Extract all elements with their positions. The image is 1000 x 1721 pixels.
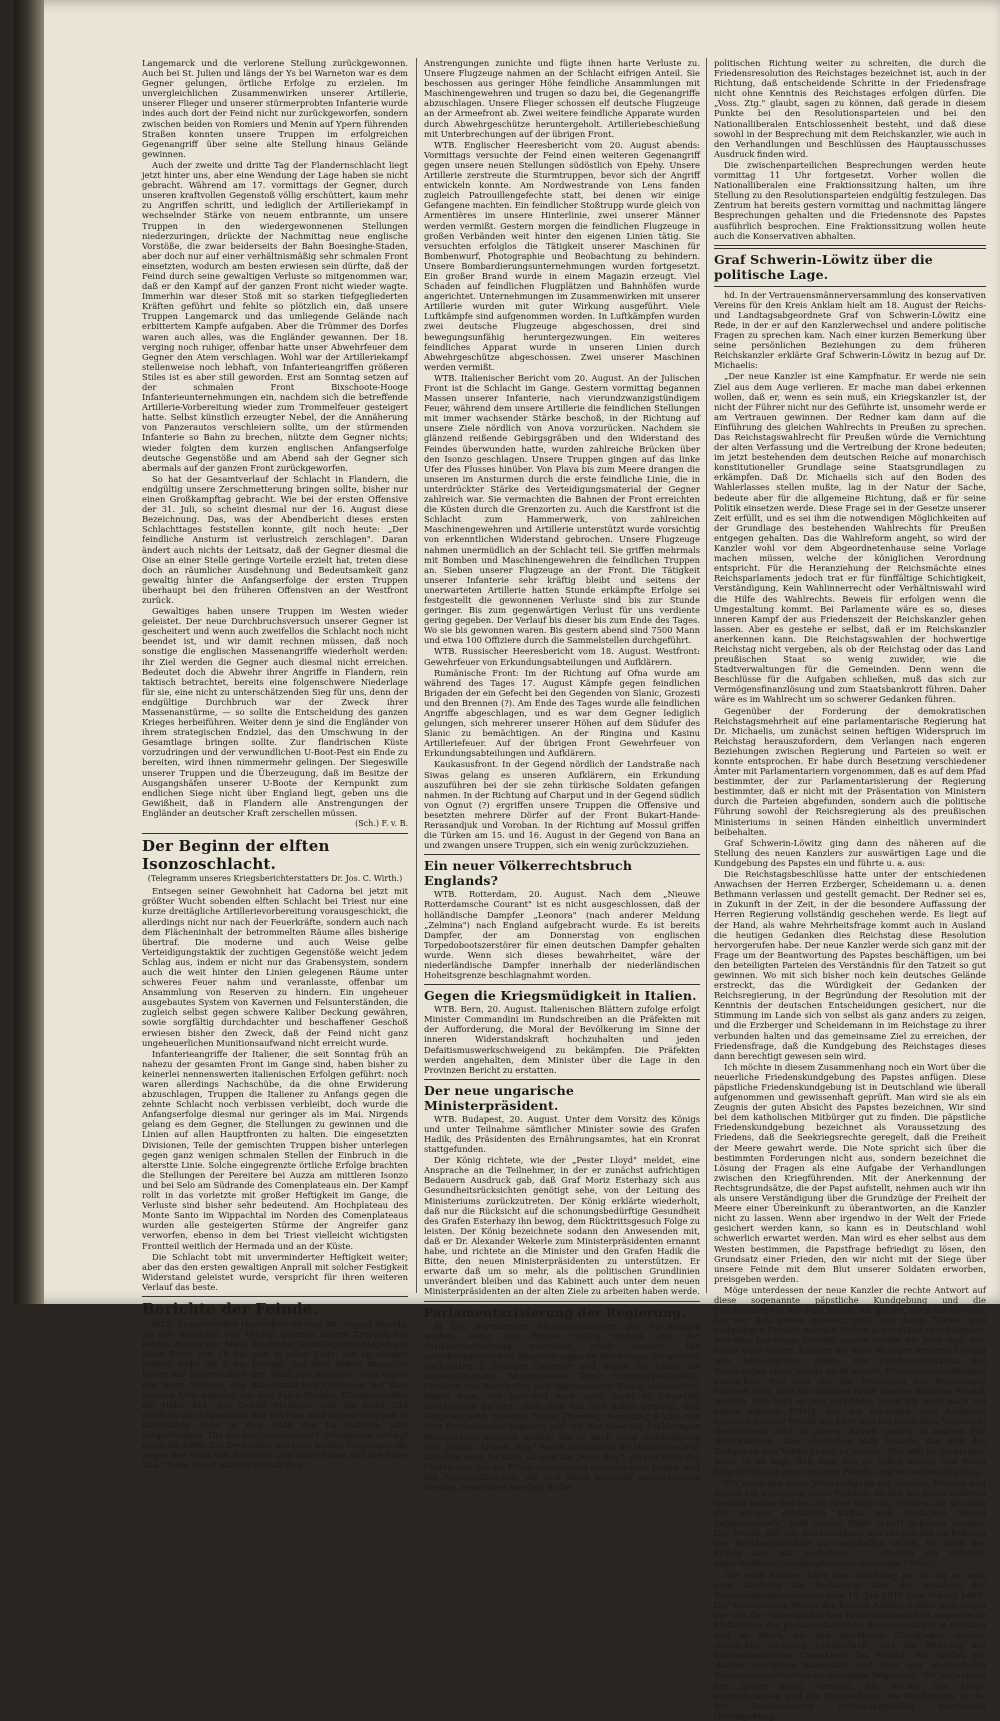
divider <box>142 1296 408 1297</box>
article-ungarn-p1: WTB. Budapest, 20. August. Unter dem Vorsitz des Königs und unter Teilnahme sämtlicher Minister sowie des Grafen Hadik, des Präsidenten des Ernährungsamtes, hat ein Kronrat stattgefunden. <box>424 1113 700 1155</box>
column-rule <box>706 58 707 1293</box>
article-voelkerrecht-p1: WTB. Rotterdam, 20. August. Nach dem „Nieuwe Rotterdamsche Courant" ist es nicht ausgeschlossen, daß der holländische Dampfer „Leonora" (nach anderer Meldung „Zelmina") nach England aufgebracht wurde. Es ist bereits Dampfer, der am Donnerstag von englischen Torpedobootszerstörer für einen deutschen Dampfer gehalten wurde. Wenn sich dieses bewahrheitet, wäre der niederländische Dampfer innerhalb der niederländischen Hoheitsgrenze beschlagnahmt worden. <box>424 889 700 981</box>
article-feinde-p7: Kaukasusfront. In der Gegend nördlich der Landstraße nach Siwas gelang es unseren Aufklärern, ein Erkundung auszuführen bei der sie zehn türkische Soldaten gefangen nahmen. In der Richtung auf Charput und in der Gegend südlich von Ognut (?) ergriffen unsere Truppen die Offensive und besetzten mehrere Dörfer auf der Front Bukart-Hande-Rerasandjuk und Voroban. In der Richtung auf Mossul griffen die Türken am 15. und 16. August in der Gegend von Bana an und zwangen unsere Truppen, sich ein wenig zurückzuziehen. <box>424 759 700 851</box>
article-isonzo-p1: Entsegen seiner Gewohnheit hat Cadorna bei jetzt mit größter Wucht sobenden elften Schlacht bei Triest nur eine kurze dreitägliche Artillerievorbereitung vorausgeschickt, die allerdings nicht nur nach der Feuerkräfte, sondern auch nach dem Flächeninhalt der betrommelten Räume alles bisherige übertraf. Die moderne und auch Weise gelbe Verteidigungstaktik der zuchtigen Gegenstöße weicht jedem Schlag aus, indem er nicht nur das Grabensystem, sondern auch die weit hinter den Linien gelegenen Räume unter schweres Feuer nahm und veranlasste, offenbar um Ansammlung von Reserven zu hindern. Ein ungeheuer ausgebautes System von Kavernen und Felsunterständen, die zugleich selbst gegen schwere Kaliber Deckung gewähren, sowie sorgfältig durchdachter und beschaffener Geschoß erwiesen bisher den Zweck, daß der Feind nicht ganz ungeheuerlichen Munitionsaufwand nicht erreicht wurde. <box>142 886 408 1048</box>
column-2 <box>424 58 700 1492</box>
article-italien-p1: WTB. Bern, 20. August. Italienischen Blättern zufolge erfolgt Minister Commandini im Rundschreiben an die Präfekten mit der Aufforderung, die Moral der Bevölkerung im Sinne der inneren Widerstandskraft hochzuhalten und jeden Defaitismuswerkschweigend zu bekämpfen. Die Präfekten werden angehalten, dem Minister über die Lage in den Provinzen Bericht zu erstatten. <box>424 1004 700 1075</box>
article-schwerin-p3: Gegenüber der Forderung der demokratischen Reichstagsmehrheit auf eine parlamentarische Regierung hat Dr. Michaelis, um zunächst seinen heftigen Widerspruch im Reichstag herauszufordern, dem Verlangen nach engeren Beziehungen zwischen Regierung und Parteien so weit er konnte entsprochen. Er habe durch Besetzung verschiedener Ämter mit Parlamentariern vorgenommen, daß es auf dem Pfad bestimmter, der zur Parlamentarisierung der Regierung bestimmter, daß er nicht mit der Präsentation von Ministern durch die Parteien abgefunden, sondern auch die politische Führung sowohl der Reichsregierung als des preußischen Ministeriums in seinen Händen einheitlich unvermindert beibehalten. <box>714 705 986 837</box>
article-isonzo-p2: Infanterieangriffe der Italiener, die seit Sonntag früh an nahezu der gesamten Front im Gange sind, haben bisher zu keinerlei nennenswerten italienischen Erfolgen geführt: noch waren allerdings Nachschübe, da die ohne Erwiderung abzuschlagen, Truppen die Italiener zu Anfangs gegen die zehnte Schlacht noch verbissen verbleibt, doch wurde die Anfangserfolge diesmal nur geringer als im Mai. Nirgends gelang es dem Gegner, die Stellungen zu gewinnen und die Linien auf allen Hauptfronten zu halten. Die eingesetzten Divisionen, Teile der gemischten Truppen bisher unterlegen gegen ganz wenigen schmalen Stellen der Einbruch in die alterstte Linie. Solche eingegrenzte örtliche Erfolge brachten die Stellungen der Pereitere bei Auzza am mittleren Isonzo und bei Selo am Südrande des Comenplateaus ein. Der Kampf rollt in das vorletzte mit großer Heftigkeit im Gange, die Verluste sind bisher sehr bedeutend. Am Hochplateau des Monte Santo im Wippachtal im Norden des Comenplateaus wurden alle gesteigerten Stürme der Angreifer ganz verworfen, ebenso in dem bei Triest vielleicht wichtigsten Frontteil weitlich der Hermada und an der Küste. <box>142 1048 408 1251</box>
column-3 <box>714 58 986 1721</box>
article-signature: (Sch.) F. v. B. <box>355 819 408 829</box>
headline-feinde: Berichte der Feinde. <box>142 1299 318 1318</box>
article-parlamentarisierung-p1: §§ Die sogenannten Mehrheitsparteien des Reichstages wollen, wenn wie Presse richtig meldet, mit der Parlamentarisierung energisch ernst machen. Die zwischenparteilichen Besprechungen im Reichstage, die gestern nachmittag 2 Stunden dauerten und denen als Gäste die nationalliberalen Abgeordneten Prinz Schönaich-Carolath, Freiherr von Richthofen und Abgeordneter Zunck beiwohnten, haben zwar, wie berichtet wird, noch nicht zu formellen Beschlüssen geführt, aber man hat sich dahin geeinigt, daß Vertreter jeder Fraktion heute, Dienstag, vormittag 9 Uhr sich zum Reichskanzler begeben und mit ihm über die Erklärungen Rücksprache nehmen wollen, die er nach einer Ankündigung der „Nordd. Allgem. Ztg." heute nachmittag im Hauptausschuß abgeben wird. Es kann, so sagt die „Voss. Ztg.", als der Wille der Fraktionen, die die Friedensresolution unterzeichnet haben, und der Nationalliberalen, die sich ihnen nunmehr angeschlossen werden, bezeichnet werden, in der <box>424 1320 700 1492</box>
article-schwerin-p9: Der neue Kanzler habe dem Reichstag an, in der es nach dem Ausdruck des Bedauerns über die Annahme der Verständigungsresolution vom 19. Juli 1917 zum Schluß heißt: Der Konservative Verein des Kreises Anklam erklärt sich gegen die von der augenblicklichen Reichstagsmehrheit angestrebte Einführung der parlamentarischen Regierungsform in Preußen und im Reich, die den bewährten Grundlagen unserer staatlichen Ordnung zuwiderläuft, und die Wahrung des bundesstaatlichen Charakters des Reichs. Wir wollen ein starkes deutsches Kaisertum und eine von wechselnden Parlamentsmehrheiten unabhängige Regierung. Wir verwahren uns gegen jeden Versuch, die Rechte der Krone einzuschränken und die Einmischung des Reichstages in die der Bundesstaaten verfassungsmäßig zustehende Gesetzgebung. <box>714 1569 986 1721</box>
divider <box>714 245 986 249</box>
article-feinde-p1: WTB. Französischer Heeresbericht vom 20. August abends. An der Nordfront von Verdun nahmen unsere Truppen auf beiden Seiten der Maas feindliche Verteidigungsanlagen auf einer Front von 18 km und in einer Tiefe, die an einigen Stellen mehr als 2 km beträgt. Auf dem linken Maasufer haben wir insbesondere den Wald von Avocourt, zwei Gipfel des Toten Mannes, den Rabenwald und Cumieres. Auf dem rechten Ufer nahmen wir den Talou-Rücken, Champneuville, die Höhe 344, das Gehöft Mormont und die Höhe 240 nördlich von Louvemont. Für Rechten sind unsere Truppen in Gehdistanz ohne in den Wald von La Cabume weit vorgedrungen. Die bis her unvermindert gefangenen beträgt mehr als 4000. Die Deutschen machten heftige Gegenangriffe gegen den Wald von Avocourt, den Toten Mann und die Höhe 344. Unser Feuer machte überall ihre <box>142 1318 408 1471</box>
divider <box>424 1079 700 1080</box>
column-rule <box>416 58 417 1293</box>
article-flandern-p2: Auch der zweite und dritte Tag der Flandernschlacht liegt jetzt hinter uns, aber eine Wendung der Lage haben sie nicht gebracht. Während am 17. vormittags der Gegner, durch unseren kraftvollen Gegenstoß völlig erschüttert, kaum mehr zu Angriffen schritt, und lediglich der Artilleriekampf in wechselnder Stärke von neuem entbrannte, um unsere Truppen in den wiedergewonnenen Stellungen niederzuringen, drückte der Nachmittag neue englische Vorstöße, die zwar beiderseits der Bahn Boesinghe-Staden, aber doch nur auf einer verhältnismäßig sehr schmalen Front einsetzten, wodurch am besten erwiesen sein dürfte, daß der Feind durch seine gewaltigen Verluste so mitgenommen war, daß er den Kampf auf der ganzen Front nicht wieder wagte. Immerhin war dieser Stoß mit so starken tiefgegliederten Kräften geführt und fehlte so plötzlich ein, daß unsere Truppen Langemarck und das umliegende Gelände nach erbittertem Kampfe aufgaben. Aber die Trümmer des Dorfes waren auch alles, was die Engländer gewannen. Der 18. verging noch ruhiger, offenbar hatte unser Abwehrfeuer dem Gegner den Atem verschlagen. Wohl war der Artilleriekampf stellenweise noch lebhaft, von Infanterieangriffen größeren Stiles ist es aber still geworden. Erst am Sonntag setzen auf der schmalen Front Bixschoote-Hooge Infanterieunternehmungen ein, nachdem sich die betreffende Artillerie-Vorbereitung wieder zum Trommelfeuer gesteigert hatte. Selbst künstlich erzeugter Nebel, der die Annäherung von Panzerautos verschleiern sollte, um der stürmenden Infanterie so Bahn zu brechen, nützte dem Gegner nichts; wieder folgten dem kurzen englischen Anfangserfolge deutsche Gegenstöße und am Abend sah der Gegner sich abermals auf der ganzen Front zurückgeworfen. <box>142 159 408 473</box>
article-feinde-p4: WTB. Italienischer Bericht vom 20. August. An der Julischen Front ist die Schlacht im Gange. Gestern vormittag begannen Massen unserer Infanterie, nach vierundzwanzigstündigem Feuer, während dem unsere Artillerie die feindlichen Stellungen mit immer wachsender Stärke beschoß, in der Richtung auf unsere Ziele nördlich von Anova vorzurücken. Nachdem sie glänzend reißende Gebirgsgräben und den Widerstand des Feindes überwunden hatte, wurden zahlreiche Brücken über den Isonzo geschlagen. Unsere Truppen gingen auf das linke Ufer des Flusses hinüber. Von Plava bis zum Meere drangen die unseren im Ansturmen durch die erste feindliche Linie, die in unterdrückter Stärke des Verteidigungsmaterial der Gegner zahlreich war. Sie vermachten die Bahnen der Front erreichten die Küsten durch die Grenzorten zu. Auch die Karstfront ist die Schlacht zum Hammerwerk, von zahlreichen Maschinengewehren und Artillerie unterstützt wurde vorsichtig von erkenntlichen Widerstand gebrochen. Unsere Flugzeuge nahmen unermüdlich an der Schlacht teil. Sie griffen mehrmals mit Bomben und Maschinengewehren die feindlichen Truppen an. Sieben unserer Flugzeuge an der Front. Die Tätigkeit unserer Infanterie sehr kräftig bleibt und seitens der unerwarteten Artillerie hatten Stunde erkämpfte Erfolge sei festgestellt die gewonnenen Verluste sind bis zur Stunde geringer. Bis zum gegenwärtigen Verlust für uns verdiente gering gegeben. Der Verlauf bis dieser bis zum Ende des Tages. Wo sie bis gewonnen waren. Bis gestern abend sind 7500 Mann und etwa 100 Offiziere durch die Sammelstellen durchgeführt. <box>424 372 700 646</box>
divider <box>714 286 986 287</box>
article-flandern-p4: Gewaltiges haben unsere Truppen im Westen wieder geleistet. Der neue Durchbruchsversuch unserer Gegner ist gescheitert und wenn auch zweifellos die Schlacht noch nicht beendet ist, und wir damit rechnen müssen, daß noch sonstige die englischen Massenangriffe wiederholt werden: ihr Ziel werden die Gegner auch diesmal nicht erreichen. Bedeutet doch die Abwehr ihrer Angriffe in Flandern, rein taktisch betrachtet, bereits eine folgenschwere Niederlage für sie, eine nicht zu unterschätzenden Sieg für uns, denn der endgültige Durchbruch war der Zweck ihrer Massenanstürme, — so sollte die Entscheidung des ganzen Krieges herbeiführen. Weiter denn je sind die Engländer von ihrem strategischen Endziel, das den Umschwung in der Gesamtlage bringen sollte. Zur flandrischen Küste vorzudringen und der verwundlichen U-Boot-Pest ein Ende zu bereiten, wird ihnen nimmermehr gelingen. Der Siegeswille unserer Truppen und die Überzeugung, daß im Besitze der Ausgangshäfen unserer U-Boote der Kernpunkt zum endlichen Siege nicht über England liegt, geben uns die Gewißheit, daß in Flandern alle Anstrengungen der Engländer an deutscher Kraft zerschellen müssen. <box>142 606 408 818</box>
newspaper-page <box>14 0 1000 1721</box>
article-schwerin-p4: Graf Schwerin-Löwitz ging dann des näheren auf die Stellung des neuen Kanzlers zur auswärtigen Lage und die Kundgebung des Papstes ein und führte u. a. aus: <box>714 837 986 868</box>
article-schwerin-p1: hd. In der Vertrauensmännerversammlung des konservativen Vereins für den Kreis Anklam hielt am 18. August der Reichs- und Landtagsabgeordnete Graf von Schwerin-Löwitz eine Rede, in der er auf den Kanzlerwechsel und andere politische Fragen zu sprechen kam. Nach einer kurzen Bemerkung über seine persönlichen Beziehungen zu dem früheren Reichskanzler erklärte Graf Schwerin-Löwitz in bezug auf Dr. Michaelis: <box>714 289 986 371</box>
headline-voelkerrecht: Ein neuer Völkerrechtsbruch Englands? <box>424 858 633 889</box>
article-ungarn-p2: Der König richtete, wie der „Pester Lloyd" meldet, eine Ansprache an die Teilnehmer, in der er zunächst aufrichtigen Bedauern Ausdruck gab, daß Graf Moriz Esterhazy sich aus Gesundheitsrücksichten genötigt sehe, von der Leitung des Ministeriums zurückzutreten. Der König erklärte wiederholt, daß nur die Rücksicht auf die schonungsbedürftige Gesundheit des Grafen Esterhazy ihn bewog, dem Rücktrittsgesuch Folge zu leisten. Der König bezeichnete sodann den Anwesenden mit, daß er Dr. Alexander Wekerle zum Ministerpräsidenten ernannt habe, und richtete an die Minister und den Grafen Hadik die Bitte, den neuen Ministerpräsidenten zu unterstützen. Er erwarte daß um so mehr, als die politischen Grundlinien unverändert bleiben und das Kabinett auch unter dem neuen Ministerpräsidenten an der alten Ziele zu arbeiten haben werde. <box>424 1155 700 1297</box>
article-parlamentarisierung-p2: politischen Richtung weiter zu schreiten, die durch die Friedensresolution des Reichstages bezeichnet ist, auch in der Richtung, daß entscheidende Schritte in der Friedensfrage nicht ohne Kenntnis des Reichstages erfolgen dürfen. Die „Voss. Ztg." glaubt, sagen zu können, daß gerade in diesem Punkte bei den Resolutionsparteien und bei den Nationalliberalen Entschlossenheit besteht, und daß diese sowohl in der Besprechung mit dem Reichskanzler, wie auch in den Verhandlungen und Beschlüssen des Hauptausschusses Ausdruck finden wird. <box>714 58 986 159</box>
headline-italien: Gegen die Kriegsmüdigkeit in Italien. <box>424 988 697 1004</box>
article-isonzo-p3: Die Schlacht tobt mit unverminderter Heftigkeit weiter; aber das den ersten gewaltigen Anprall mit solcher Festigkeit Widerstand geleistet wurde, verspricht für ihren weiteren Verlauf das beste. <box>142 1251 408 1292</box>
article-schwerin-p5: Die Reichstagsbeschlüsse hatte unter der entschiedenen Anwachsen der Herren Erzberger, Scheidemann u. a. denen Bethmann verlassen und gestellt gemacht. Der Redner sei es, in Zukunft in der Zeit, in der die besondere Auffassung der Herren Regierung vollständig geschehen werde. Es liegt auf der Hand, als wahre Mehrheitsfrage kommt auch in Ausland die heutigen Gedanken dies Reichstag diese Resolution hervorgerufen habe. Der neue Kanzler werde sich ganz mit der Frage um der Beantwortung des Papstes beschäftigen, um bei den beteiligten Parteien des Verständnis für den Tatzeit so gut gewinnen. Wo mit sich bisher noch kein deutsches Gelände erstreckt, das die Würdigkeit der Gedanken der Reichsregierung, in der Begründung der Resolution mit der Kenntnis der deutschen Entscheidungen gesichert, nur die Stimmung im Lande sich von selbst als ganz anders zu zeigen, und die Erzberger und Scheidemann in im Reichstage zu ihrer verbunden halten und das gemeinsame Ziel zu erreichen, der Friedensfrage, daß die Kundgebung des Reichstages dieses dann berechtigt gewesen sein wird. <box>714 869 986 1061</box>
article-parlamentarisierung-p3: Die zwischenparteilichen Besprechungen werden heute vormittag 11 Uhr fortgesetzt. Vorher wollen die Nationalliberalen eine Fraktionssitzung halten, um ihre Stellung zu den Resolutionsparteien endgültig festzulegen. Das Zentrum hat bereits gestern vormittag und nachmittag längere Besprechungen gehalten und die Friedensnote des Papstes ausführlich besprochen. Eine Fraktionssitzung wollen heute auch die Konservativen abhalten. <box>714 159 986 241</box>
headline-isonzo: Der Beginn der elften Isonzoschlacht. <box>142 837 330 874</box>
article-feinde-p3: WTB. Englischer Heeresbericht vom 20. August abends: Vormittags versuchte der Feind einen weiteren Gegenangriff gegen unsere neuen Stellungen südöstlich von Epehy. Unsere Artillerie zerstreute die Sturmtruppen, bevor sich der Angriff entwickeln konnte. Am Nordwestrande von Lens fanden zugleich Patrouillengefechte statt, bei denen wir einige Gefangene machten. Ein feindlicher Stoßtrupp wurde gleich von Armentières im unsere Hinterlinie, zwei unserer Männer werden vermißt. Gestern morgen die feindlichen Flugzeuge in großen Verbänden weit hinter den eigenen Linien tätig. Sie versuchten erfolglos die Tätigkeit unserer Maschinen für Bombenwurf, Photographie und Beobachtung zu behindern. Unsere Bombardierungsunternehmungen wurden fortgesetzt. Ein großer Brand wurde in einem Magazin erzeugt. Viel Schaden auf feindlichen Flugplätzen und Bahnhöfen wurde angerichtet. Unternehmungen im Zusammenwirken mit unserer Artillerie wurden mit guter Wirkung ausgeführt. Viele Luftkämpfe sind aufgenommen worden. In Luftkämpfen wurden zwei deutsche Flugzeuge abgeschossen, drei sind bewegungsunfähig heruntergezwungen. Ein weiteres feindliches Apparat wurde in unseren Linien durch Abwehrgeschütze abgeschossen. Zwei unserer Maschinen werden vermißt. <box>424 139 700 372</box>
headline-schwerin: Graf Schwerin-Löwitz über die politische Lage. <box>714 251 933 282</box>
article-schwerin-p7: Möge unterdessen der neue Kanzler die rechte Antwort auf diese sogenannte päpstliche Kundgebung und die Friedensfrage in der Welt finden. Ich glaube, auch die Antwort, die wir ihm geben müssen, muß uns dahin führen, den endgültigen Frieden mit den Waffen in der Hand zu erkämpfen. Wie aber bei einem Frieden unsere Feinde wie jetzt sind, Wir, heute wird unsere Kanzler die Welt zu einer anderen Lösung sich herbeigeführt sehen. Die Friedensresolution des Reichstages allein werde nicht unsere Friedensverhandlungen aussuchen. Was sich aus der Resolution des Reichstages ergeben wird, muß uns mit dem Blute unserer Soldaten erkauft werden. Wer wird es uns verzeihen, wenn wir nicht auch bei einem eigenen Erfolg, den wir errungen, zum Ausbruch kommen wollen? Friede mit Ehre und ein friedvolles Vaterland! Deutschland wird in diesem Kriege siegen, in keinem Fall zurückkehren, aber deutsches Volk braucht das Ziel des Krieges in den Vordergrund zu stellen. Wer will er beurteilen, wenn er es sagt, daß man ihm so vollen Kaiser und Reich folgen? Dies ist einer unserer Feinde, und wir wollen den Sieg. <box>714 1284 986 1477</box>
divider <box>424 854 700 855</box>
divider <box>424 1301 700 1302</box>
article-schwerin-p6: Ich möchte in diesem Zusammenhang noch ein Wort über die neuerliche Friedenskundgebung des Papstes anfügen. Diese päpstliche Friedenskundgebung ist in Deutschland wie überall aufgenommen und gewissenhaft geprüft. Man wird sie als ein Zeugnis der guten Absicht des Papstes bezeichnen, Wir sind bei dem katholischen Mitbürger gut zu finden. Die päpstliche Friedenskundgebung bezeichnet als Voraussetzung des Friedens, daß die Seekriegsrechte geregelt, daß die Freiheit der Meere gewahrt werde. Die Note spricht sich über die bestimmten Forderungen nicht aus, sondern bezeichnet die Lösung der Fragen als eine Aufgabe der Verhandlungen zwischen den Kriegführenden. Mit der Anerkennung der Rechtsgrundsätze, die der Papst aufstellt, nehmen auch wir ihn als unsere Verständigung über die Grundzüge der Freiheit der Meere einer Übereinkunft zu überantworten, an die Kanzler nicht zu lassen. Wenn aber irgendwo in der Welt der Friede gesichert werden kann, so kann es in Deutschland wohl schwerlich erwartet werden. Man wird es eher selbst aus dem Westen bestimmen, die Papstfrage befriedigt zu lösen, den Grundsatz einer Frieden, den wir nicht mit der Siege über unsere Feinde mit dem Blut unserer Soldaten erworben, preisgeben werden. <box>714 1061 986 1284</box>
divider <box>424 984 700 985</box>
headline-parlamentarisierung: Parlamentarisierung der Regierung. <box>424 1304 686 1320</box>
article-schwerin-p2: „Der neue Kanzler ist eine Kampfnatur. Er werde nie sein Ziel aus dem Auge verlieren. Er mache man dabei erkennen wollen, daß er, wenn es sein muß, ein Kriegskanzler ist, der nicht der Führer nicht nur des Geführte ist, unsomehr werde er am Vertrauen gewinnen. Der Redner kam dann auf die Einführung des gleichen Wahlrechts in Preußen zu sprechen. Das Reichstagswahlrecht für Preußen würde die Vernichtung der alten Verfassung und die Vertreibung der Krone bedeuten; im jetzt bestehenden dem deutschen Reiche auf monarchisch konstitutioneller Grundlage seine Staatsgrundlagen zu erkämpfen. Daß Dr. Michaelis sich auf den Boden des Wahlerlasses stellen mußte, lag in der Natur der Sache, bedeute aber für die allgemeine Richtung, daß er für seine Politik einsetzen werde. Diese Frage sei in der Gesetze unserer Zeit erfüllt, und es sei ihm die notwendigen Möglichkeiten auf der Grundlage des bestehenden Wahlrechts für Preußen entgegen gehalten. Das die Wahlreform angeht, so wird der Kanzler wohl vor dem Abgeordnetenhause seine Vorlage machen müssen, welche der königlichen Verordnung entspricht. Für die Heranziehung der Reichsmächte eines Reichsparlaments jedoch trat er für fünffältige Schichtigkeit, Verständigung, Kein Wahlinnerrecht oder Verhältniswahl wird die Hilfe des Wahlrechts. Beweis für erfolgen wenn die Umgestaltung kommt. Bei Parlamente wäre es so, dieses inneren Kampf der aus Friedenszeit der Reichskanzler gehen lassen. Aber es gestehe er selbst, daß er im Reichskanzler anerkennen kann. Die Reichstagswahlen der hochwertige Reichstag nicht vergeben, als ob der Reichstag oder das Land preußischen Staat so wenig zuwider, wie die Stadtverwaltungen für die Gemeinden. Denn wenn die Beschlüsse für die Aufgaben schließen, muß das sich zur Vermögensfinanzlösung und zum Staatsbankrott führen. Daher wäre es im Wahlrecht um so schwerer Gedanken führen. <box>714 371 986 705</box>
article-schwerin-p8: Wir brauchen keine Verständigung mit unseren Feinden und darum am wenigsten einen Frieden, an den wir einen sicheren Gewinn haben werden. In einer Welt von Feinden der so völlig der jenigen deutschen Kultur und deutschen Wesen gegenübersteht, muß unsere Waffe scharf gehalten werden. Der Friede, der uns den Grundsatz des Vergleiches im Rahmen der Rechtsgrundsätze zu verschaffen strebt, ist nicht der Friede den wir erstreben, — sondern ein sicherer, unzerstörbarer, wohlgegründeter deutscher Friede! <box>714 1477 986 1569</box>
article-feinde-p6: Rumänische Front: Im der Richtung auf Ofna wurde am während des Tages 17. August Kämpfe gegen feindlichen Brigaden der ein Gefecht bei den Gegenden von Slanic, Grozesti und den Brennen (?). Am Ende des Tages wurde alle feindlichen Angriffe abgeschlagen, und es war dem Gegner lediglich gelungen, sich mehrerer unserer Höhen auf dem Südufer des Slanic zu bemächtigen. An der Ringina und Kasinu Artilleriefeuer. Auf der übrigen Front Gewehrfeuer von Erkundungsabteilungen und Aufklärern. <box>424 667 700 759</box>
article-feinde-p5: WTB. Russischer Heeresbericht vom 18. August. Westfront: Gewehrfeuer von Erkundungsabteilungen und Aufklärern. <box>424 646 700 667</box>
subline-isonzo: (Telegramm unseres Kriegsberichterstatters Dr. Jos. C. Wirth.) <box>147 874 403 884</box>
headline-ungarn: Der neue ungarische Ministerpräsident. <box>424 1082 575 1113</box>
article-flandern-p3: So hat der Gesamtverlauf der Schlacht in Flandern, die endgültig unsere Zerschmetterung bringen sollte, bisher nur einen Großkampftag gebracht. Wie bei der ersten Offensive der 31. Juli, so scheint diesmal nur der 16. August diese Bezeichnung. Das, was der Abendbericht dieses ersten Schlachttages feststellen konnte, gilt noch heute: „Der feindliche Ansturm ist verlustreich zerschlagen". Daran ändert auch nichts der Leitsatz, daß der Gegner diesmal die Oise an einer Stelle geringe Vorteile erzielt hat, treten diese doch an räumlicher Ausdehnung und Bedeutsamkeit ganz gewaltig hinter die Anfangserfolge der ersten Truppen überhaupt bei den früheren Offensiven an der Westfront zurück. <box>142 473 408 605</box>
divider <box>142 833 408 834</box>
article-flandern-p1: Langemarck und die verlorene Stellung zurückgewonnen. Auch bei St. Julien und längs der Ys bei Warneton war es dem Gegner gelungen, örtliche Erfolge zu erzielen. Im unvergleichlichen Zusammenwirken unserer Artillerie, unserer Flieger und unserer stürmerprobten Infanterie wurde indes auch dort der Feind nicht nur zurückgeworfen, sondern zwischen beiden von Romiers und Menin auf Ypern führenden Straßen konnten unsere Truppen im erfolgreichen Gegenangriff über seine alte Stellung hinaus Gelände gewinnen. <box>142 58 408 159</box>
column-1 <box>142 58 408 1471</box>
article-feinde-p2: Anstrengungen zunichte und fügte ihnen harte Verluste zu. Unsere Flugzeuge nahmen an der Schlacht eifrigen Anteil. Sie beschossen aus geringer Höhe feindliche Ansammlungen mit Maschinengewehren und trugen so dazu bei, die Gegenangriffe abzuschlagen. Unsere Flieger schossen elf deutsche Flugzeuge an der Armeefront ab. Zwei weitere feindliche Apparate wurden durch Abwehrgeschütze heruntergeholt. Artilleriebeschießung mit Unterbrechungen auf der übrigen Front. <box>424 58 700 139</box>
book-binding <box>14 0 44 1304</box>
